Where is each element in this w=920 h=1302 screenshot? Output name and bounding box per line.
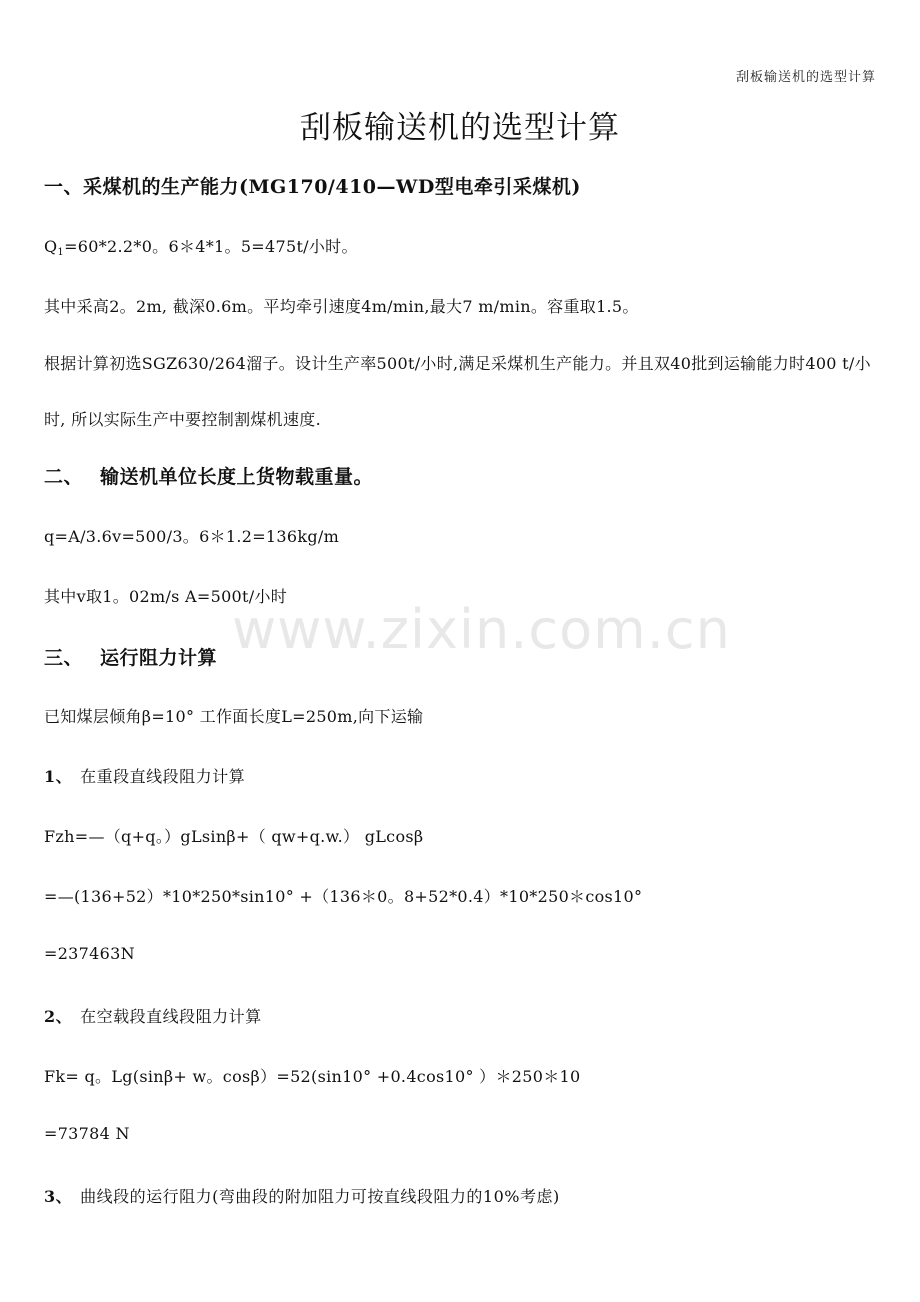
subsection-1-heading xyxy=(44,764,245,787)
section-2-number: 二、 xyxy=(44,466,84,488)
section-3-given: 已知煤层倾角β=10° 工作面长度L=250m,向下运输 xyxy=(44,707,424,726)
subsection-1-number: 1、 xyxy=(44,767,73,786)
formula-q1-subscript: 1 xyxy=(57,247,65,258)
formula-q1-symbol: Q xyxy=(44,237,58,256)
section-1-heading: 一、采煤机的生产能力(MG170/410—WD型电牵引采煤机) xyxy=(44,176,581,198)
subsection-3-number: 3、 xyxy=(44,1187,73,1206)
section-2-heading xyxy=(44,462,373,489)
subsection-3-title: 曲线段的运行阻力(弯曲段的附加阻力可按直线段阻力的10%考虑) xyxy=(80,1187,560,1206)
subsection-2-title: 在空载段直线段阻力计算 xyxy=(80,1007,262,1026)
subsection-2-heading xyxy=(44,1004,262,1027)
section-2-title: 输送机单位长度上货物载重量。 xyxy=(100,466,374,488)
section-1-selection: 根据计算初选SGZ630/264溜子。设计生产率500t/小时,满足采煤机生产能力。并且双40批到运输能力时400 t/小时, 所以实际生产中要控制割煤机速度. xyxy=(44,354,871,429)
formula-q1 xyxy=(44,234,358,258)
subsection-2-number: 2、 xyxy=(44,1007,73,1026)
subsection-1-result: =237463N xyxy=(44,944,135,963)
subsection-2-formula: Fk= q。Lg(sinβ+ w。cosβ）=52(sin10° +0.4cos10° ）＊250＊10 xyxy=(44,1067,581,1086)
section-2-note: 其中v取1。02m/s A=500t/小时 xyxy=(44,587,288,606)
section-3-title: 运行阻力计算 xyxy=(100,647,218,669)
section-2-formula: q=A/3.6v=500/3。6＊1.2=136kg/m xyxy=(44,527,340,546)
subsection-2-result: =73784 N xyxy=(44,1124,130,1143)
subsection-3-heading xyxy=(44,1184,560,1207)
formula-q1-expression: =60*2.2*0。6＊4*1。5=475t/小时。 xyxy=(64,237,358,256)
running-header: 刮板输送机的选型计算 xyxy=(735,70,876,85)
section-3-heading xyxy=(44,643,217,670)
watermark: www.zixin.com.cn xyxy=(232,598,731,661)
subsection-1-formula: Fzh=—（q+q。）gLsinβ+（ qw+q.w.） gLcosβ xyxy=(44,827,424,846)
subsection-1-calculation: =—(136+52）*10*250*sin10° +（136＊0。8+52*0.4）*10*250＊cos10° xyxy=(44,887,643,906)
section-3-number: 三、 xyxy=(44,647,84,669)
section-1-note: 其中采高2。2m, 截深0.6m。平均牵引速度4m/min,最大7 m/min。容重取1.5。 xyxy=(44,297,639,316)
subsection-1-title: 在重段直线段阻力计算 xyxy=(80,767,246,786)
document-title: 刮板输送机的选型计算 xyxy=(300,110,620,146)
